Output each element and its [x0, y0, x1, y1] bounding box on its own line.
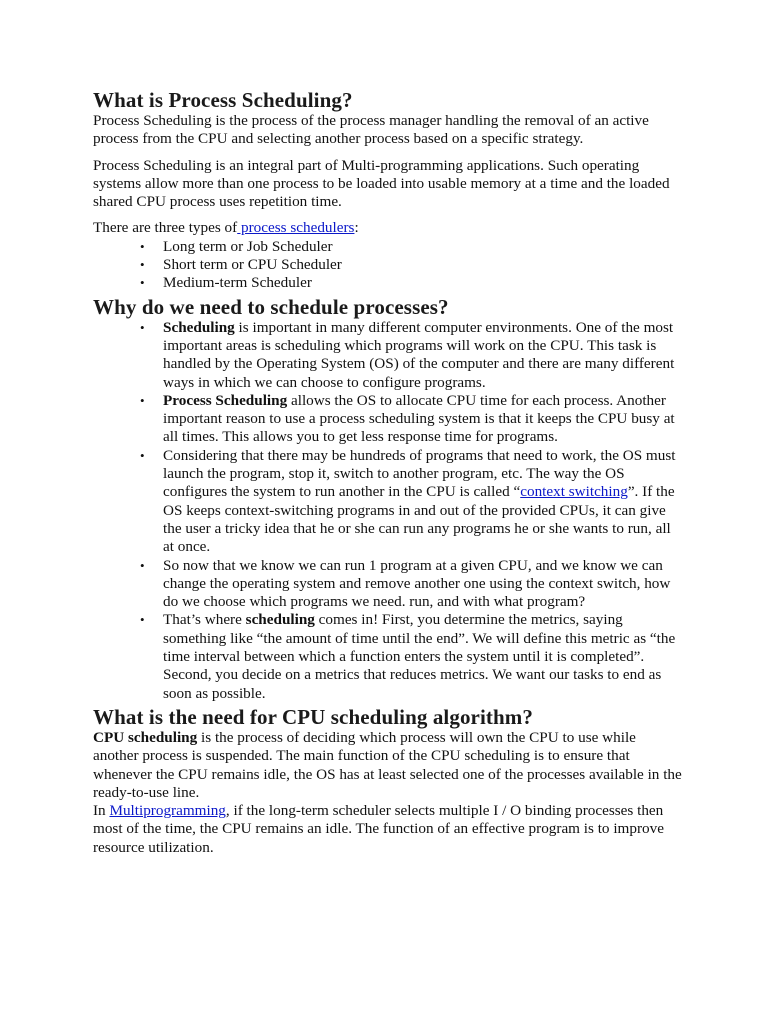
scheduler-types-list: [93, 238, 683, 293]
list-item: [163, 319, 683, 392]
heading-what-is-process-scheduling: What is Process Scheduling?: [93, 88, 353, 112]
bullet-text: Considering that there may be hundreds of programs that need to work, the OS must launch the program, stop it, switch to another program, etc. The way the OS configures the system to run another in the CPU is called “: [163, 446, 676, 501]
document-page: [93, 88, 683, 857]
scheduler-types-suffix: :: [354, 219, 359, 237]
multiprogramming-link[interactable]: Multiprogramming: [109, 802, 226, 820]
bold-term: CPU scheduling: [93, 728, 198, 746]
list-item: • Medium-term Scheduler: [163, 274, 683, 292]
why-schedule-list: [93, 319, 683, 703]
heading-why-schedule-processes: Why do we need to schedule processes?: [93, 294, 449, 319]
paragraph-text: In: [93, 802, 110, 820]
bold-term: Process Scheduling: [163, 391, 288, 409]
list-item: • Long term or Job Scheduler: [163, 238, 683, 256]
scheduler-types-intro: [93, 219, 683, 237]
paragraph-text: , if the long-term scheduler selects multiple I / O binding processes then most of the time, the CPU remains an idle. The function of an effective program is to improve resource utilization.: [93, 802, 664, 856]
list-item: [163, 447, 683, 557]
bullet-text: allows the OS to allocate CPU time for each process. Another important reason to use a process scheduling system is that it keeps the CPU busy at all times. This allows you to get less response time for programs.: [163, 391, 675, 446]
process-schedulers-link[interactable]: process schedulers: [237, 219, 355, 237]
heading-need-for-cpu-scheduling: What is the need for CPU scheduling algorithm?: [93, 704, 533, 729]
list-item: • Short term or CPU Scheduler: [163, 256, 683, 274]
bold-term: Scheduling: [163, 318, 235, 336]
list-item: [163, 611, 683, 702]
list-item: • So now that we know we can run 1 program at a given CPU, and we know we can change the operating system and remove another one using the context switch, how do we choose which programs we need. run, and with what program?: [163, 557, 683, 612]
list-item: [163, 392, 683, 447]
bullet-text: comes in! First, you determine the metrics, saying something like “the amount of time until the end”. We will define this metric as “the time interval between which a function enters the system until it is completed”. Second, you decide on a metrics that reduces metrics. We want our tasks to end as soon as possible.: [163, 611, 676, 702]
bullet-text: ”. If the OS keeps context-switching programs in and out of the provided CPUs, it can give the user a tricky idea that he or she can run any programs he or she wants to run, all at once.: [163, 483, 675, 556]
bullet-text: is important in many different computer environments. One of the most important areas is scheduling which programs will work on the CPU. This task is handled by the Operating System (OS) of the computer and there are many different ways in which we can choose to configure programs.: [163, 318, 675, 391]
paragraph-text: is the process of deciding which process will own the CPU to use while another process is suspended. The main function of the CPU scheduling is to ensure that whenever the CPU remains idle, the OS has at least selected one of the processes available in the ready-to-use line.: [93, 728, 682, 801]
multiprogramming-link-paragraph: [93, 802, 683, 857]
bullet-text: That’s where: [163, 611, 246, 629]
bold-term: scheduling: [245, 611, 315, 629]
context-switching-link[interactable]: context switching: [520, 483, 628, 501]
cpu-scheduling-paragraph: [93, 729, 683, 802]
scheduler-types-prefix: There are three types of: [93, 219, 238, 237]
intro-paragraph: Process Scheduling is the process of the process manager handling the removal of an active process from the CPU and selecting another process based on a specific strategy.: [93, 112, 649, 148]
multiprogramming-paragraph: Process Scheduling is an integral part of Multi-programming applications. Such operating systems allow more than one process to be loaded into usable memory at a time and the loaded shared CPU process uses repetition time.: [93, 156, 670, 211]
